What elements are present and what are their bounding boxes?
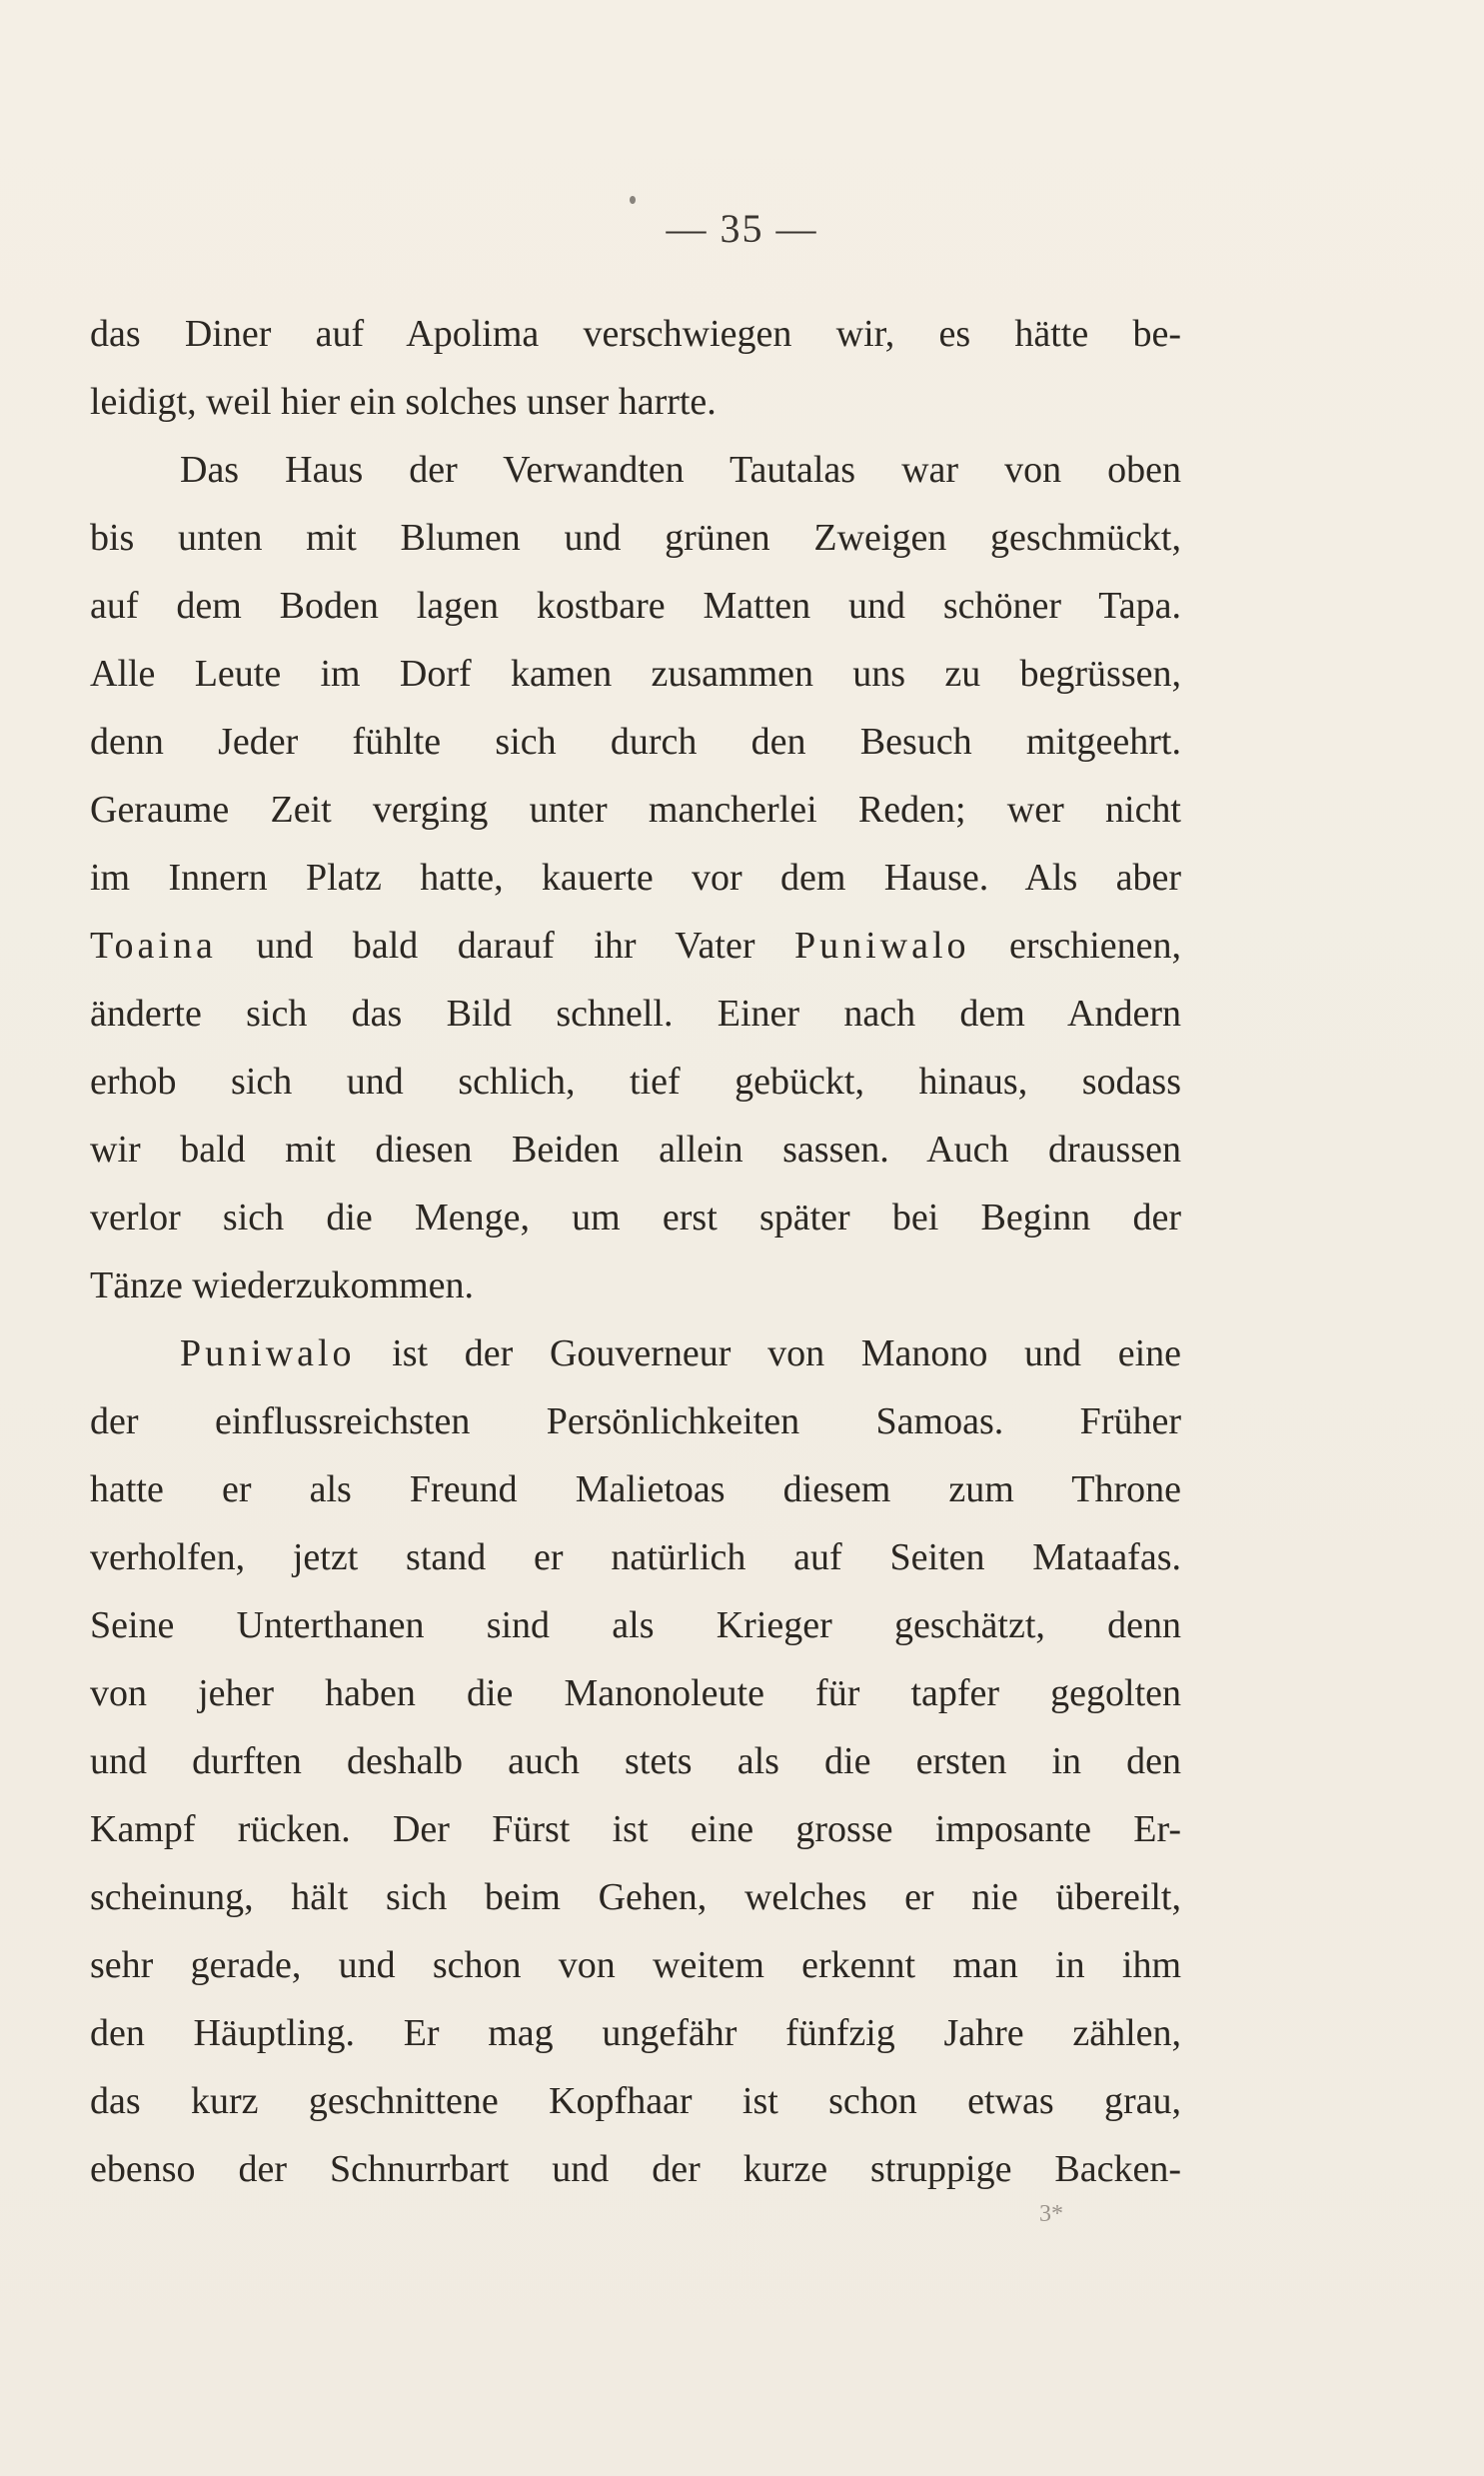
text-line: Geraume Zeit verging unter mancherlei Reden; wer nicht [90,789,1181,831]
text-line: Kampf rücken. Der Fürst ist eine grosse imposante Er- [90,1808,1181,1850]
signature-mark: 3* [1039,2201,1063,2227]
text-line: sehr gerade, und schon von weitem erkennt man in ihm [90,1944,1181,1986]
text-line: erhob sich und schlich, tief gebückt, hinaus, sodass [90,1061,1181,1103]
text-line: denn Jeder fühlte sich durch den Besuch mitgeehrt. [90,721,1181,763]
text-line: leidigt, weil hier ein solches unser harrte. [90,381,717,423]
text-line: bis unten mit Blumen und grünen Zweigen geschmückt, [90,517,1181,559]
name-puniwalo: Puniwalo [180,1332,356,1374]
text-line: verholfen, jetzt stand er natürlich auf Seiten Mataafas. [90,1536,1181,1578]
text-line: das Diner auf Apolima verschwiegen wir, es hätte be- [90,313,1181,355]
text-line: ebenso der Schnurrbart und der kurze struppige Backen- [90,2148,1181,2190]
text-line: das kurz geschnittene Kopfhaar ist schon etwas grau, [90,2080,1181,2122]
text-line: der einflussreichsten Persönlichkeiten Samoas. Früher [90,1400,1181,1442]
text-segment: ist der Gouverneur von Manono und eine [355,1332,1181,1374]
ink-speck [630,196,636,204]
text-line: Alle Leute im Dorf kamen zusammen uns zu begrüssen, [90,653,1181,695]
name-puniwalo: Puniwalo [793,925,970,967]
text-line: hatte er als Freund Malietoas diesem zum Throne [90,1468,1181,1510]
text-line [90,1319,1181,1387]
name-toaina: Toaina [90,925,217,967]
text-line: Das Haus der Verwandten Tautalas war von oben [180,449,1181,491]
page-number-header: — 35 — [666,206,818,251]
text-line: von jeher haben die Manonoleute für tapfer gegolten [90,1672,1181,1714]
text-line: Seine Unterthanen sind als Krieger geschätzt, denn [90,1604,1181,1646]
text-line: wir bald mit diesen Beiden allein sassen. Auch draussen [90,1129,1181,1171]
text-line: scheinung, hält sich beim Gehen, welches er nie übereilt, [90,1876,1181,1918]
text-line: und durften deshalb auch stets als die ersten in den [90,1740,1181,1782]
text-line: den Häuptling. Er mag ungefähr fünfzig Jahre zählen, [90,2012,1181,2054]
text-segment: erschienen, [969,925,1182,967]
text-line: im Innern Platz hatte, kauerte vor dem Hause. Als aber [90,857,1181,899]
text-line: auf dem Boden lagen kostbare Matten und schöner Tapa. [90,585,1181,627]
text-line: Tänze wiederzukommen. [90,1264,475,1306]
text-line: verlor sich die Menge, um erst später bei Beginn der [90,1197,1181,1238]
text-segment: und bald darauf ihr Vater [216,925,794,967]
text-line: änderte sich das Bild schnell. Einer nach dem Andern [90,993,1181,1035]
text-line [90,912,1181,980]
body-text [90,300,1181,2203]
